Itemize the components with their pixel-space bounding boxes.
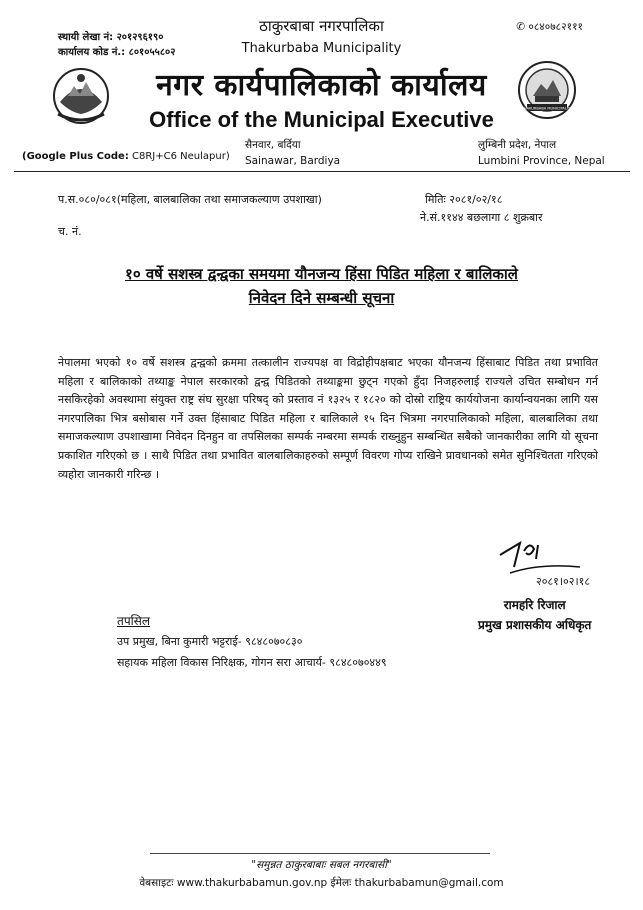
footer-slogan: "समुन्नत ठाकुरबाबाः सबल नगरबासी" xyxy=(251,859,392,871)
contacts-heading: तपसिल xyxy=(117,614,151,628)
notice-body: नेपालमा भएको १० वर्षे सशस्त्र द्वन्द्वको क्रममा तत्कालीन राज्यपक्ष वा विद्रोहीपक्षबाट भएका यौनजन्य हिंसाबाट पिडित तथा प्रभावित महिला र बालिकाको तथ्याङ्क नेपाल सरकारको द्वन्द्व पिडितको तथ्याङ्कमा छुट्न गएको हुँदा निजहरुलाई राज्यले उचित सम्बोधन गर्न नसकिरहेको अवस्थामा संयुक्त राष्ट्र संघ सुरक्षा परिषद् को प्रस्ताव नं १३२५ र १८२० को दोस्रो राष्ट्रिय कार्ययोजना कार्यान्वयनका लागि यस नगरपालिका भित्र बसोबास गर्ने उक्त हिंसाबाट पिडित महिला र बालिकाले १५ दिन भित्रमा नगरपालिकाको महिला, बालबालिका तथा समाजकल्याण उपशाखामा निवेदन दिनहुन वा तपसिलका सम्पर्क नम्बरमा सम्पर्क राख्नुहुन सम्बन्धित सबैको जानकारीका लागि यो सूचना प्रकाशित गरिएको छ । साथै पिडित तथा प्रभावित बालबालिकाहरुको सम्पूर्ण विवरण गोप्य राखिने प्रावधानको समेत सुनिश्चितता गरिएको व्यहोरा जानकारी गरिन्छ । xyxy=(58,356,598,481)
google-plus-label: (Google Plus Code: xyxy=(22,151,129,162)
subject-line-2: निवेदन दिने सम्बन्धी सूचना xyxy=(248,289,395,307)
subject-line-1: १० वर्षे सशस्त्र द्वन्द्वका समयमा यौनजन्य हिंसा पिडित महिला र बालिकाले xyxy=(125,265,518,283)
signature-scribble xyxy=(490,533,600,598)
municipality-name-english: Thakurbaba Municipality xyxy=(241,41,402,56)
date-label: मितिः xyxy=(425,193,446,206)
contact-deputy-mayor: उप प्रमुख, बिना कुमारी भट्टराई- ९८४८०७०८३० xyxy=(117,635,303,648)
signatory-block xyxy=(478,595,591,635)
office-title-nepali: नगर कार्यपालिकाको कार्यालय xyxy=(156,68,487,103)
pan-value: २०१२९६१९० xyxy=(116,32,164,43)
location-english: Sainawar, Bardiya xyxy=(245,155,341,167)
website-link[interactable]: www.thakurbabamun.gov.np xyxy=(176,877,328,889)
municipality-name-nepali: ठाकुरबाबा नगरपालिका xyxy=(259,17,384,35)
website-label: वेबसाइटः xyxy=(139,877,174,889)
signatory-name: रामहरि रिजाल xyxy=(503,598,566,612)
contact-women-inspector: सहायक महिला विकास निरिक्षक, गोगन सरा आचार्य- ९८४८०७०४४९ xyxy=(117,656,387,669)
signatory-title: प्रमुख प्रशासकीय अधिकृत xyxy=(478,618,592,632)
office-title-english: Office of the Municipal Executive xyxy=(149,107,494,132)
reference-number: प.स.०८०/०८१(महिला, बालबालिका तथा समाजकल्याण उपशाखा) xyxy=(58,193,322,206)
header-divider xyxy=(14,171,630,172)
pan-label: स्थायी लेखा नं: xyxy=(58,32,114,43)
phone-number: ✆ ०८४०७८२१११ xyxy=(516,21,583,33)
office-code-label: कार्यालय कोड नं.: xyxy=(58,47,126,58)
google-plus-value: C8RJ+C6 Neulapur) xyxy=(132,151,230,162)
location-nepali: सैनवार, बर्दिया xyxy=(245,139,301,151)
signature-date: २०८१।०२।१८ xyxy=(536,575,591,588)
seal-text: THAKURBABA MUNICIPALITY xyxy=(521,106,573,111)
date-value: २०८१/०२/१८ xyxy=(449,193,503,206)
office-code-value: ८०१०५५८०२ xyxy=(128,47,176,58)
nepal-sambat-date: ने.सं.११४४ बछलागा ८ शुक्रबार xyxy=(420,211,543,224)
footer-divider xyxy=(150,853,490,854)
province-english: Lumbini Province, Nepal xyxy=(478,155,605,167)
province-location xyxy=(478,137,605,169)
office-location xyxy=(245,137,340,169)
notice-subject xyxy=(0,262,643,310)
footer-contact xyxy=(0,876,643,890)
email-link[interactable]: thakurbabamun@gmail.com xyxy=(354,877,504,889)
google-plus-code xyxy=(22,151,230,162)
email-label: ईमेलः xyxy=(330,877,352,889)
dispatch-number: च. नं. xyxy=(58,225,82,238)
province-nepali: लुम्बिनी प्रदेश, नेपाल xyxy=(478,139,557,151)
letter-date xyxy=(425,192,502,207)
